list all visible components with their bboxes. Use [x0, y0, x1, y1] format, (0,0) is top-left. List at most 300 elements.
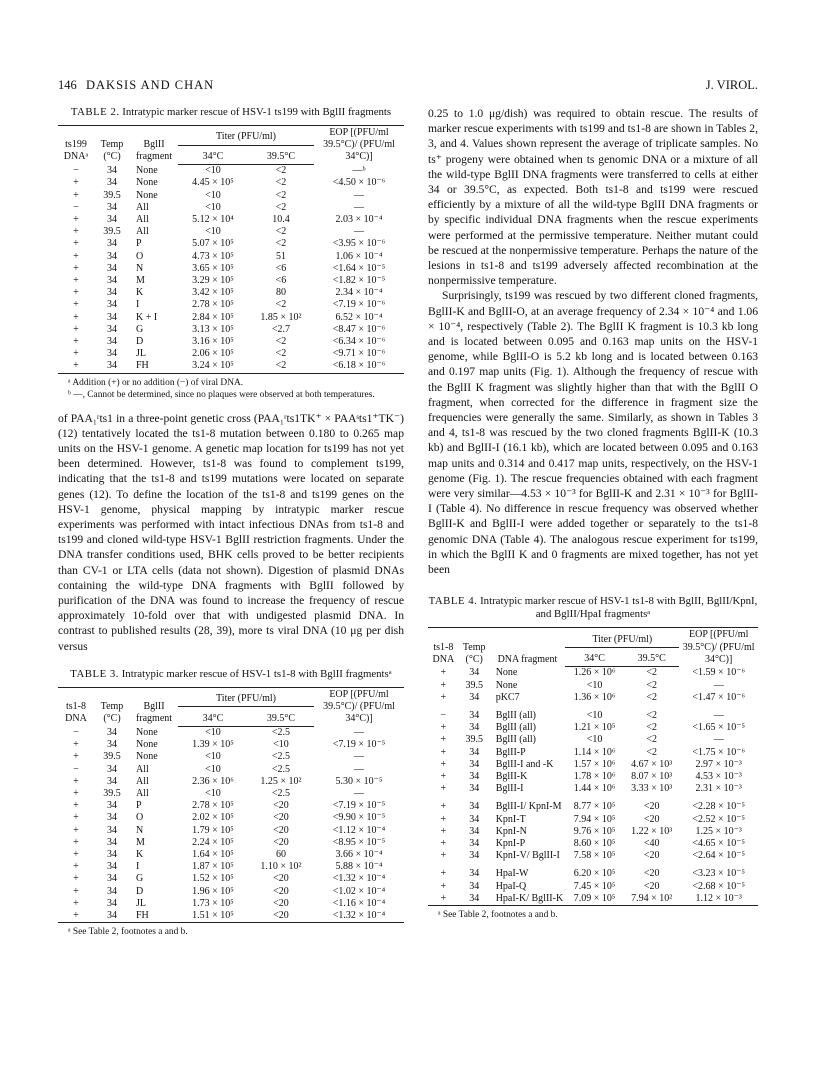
table-cell: 1.25 × 10⁻³ — [695, 825, 742, 837]
table-cell: <1.82 × 10⁻⁵ — [332, 274, 386, 286]
table-cell: <20 — [643, 868, 660, 880]
t2-col-dna: ts199 DNAᵃ — [63, 139, 89, 163]
table-row — [58, 336, 404, 348]
table-cell: 2.34 × 10⁻⁴ — [335, 287, 383, 299]
t3-col-dna: ts1-8 DNA — [65, 701, 87, 725]
t4-footnote-a: ᵃ See Table 2, footnotes a and b. — [438, 910, 558, 921]
table-cell: <1.32 × 10⁻⁴ — [332, 909, 386, 921]
table-cell: 80 — [276, 287, 286, 299]
table-cell: <20 — [273, 885, 289, 897]
table-row — [58, 177, 404, 189]
table-cell: 51 — [276, 250, 286, 262]
table-cell: 1.12 × 10⁻³ — [695, 892, 742, 904]
table-cell: HpaI-Q — [495, 880, 527, 892]
table-row — [428, 667, 758, 680]
table-cell: + — [73, 250, 79, 262]
table-cell: + — [440, 801, 447, 813]
t2-col-395: 39.5°C — [248, 145, 314, 165]
left-column — [58, 106, 404, 938]
table-cell: + — [73, 861, 79, 873]
table-cell: BglII-I/ KpnI-M — [495, 801, 562, 813]
table-cell: + — [440, 722, 447, 734]
table-cell: + — [440, 691, 447, 703]
table-row — [58, 764, 404, 776]
table-row — [58, 825, 404, 837]
table-cell: 34 — [107, 800, 117, 812]
table-cell: — — [354, 787, 364, 799]
table-cell: + — [73, 262, 79, 274]
table-cell: 1.14 × 10⁶ — [573, 746, 616, 758]
table-cell: All — [136, 213, 149, 225]
table-cell: 34 — [469, 691, 480, 703]
table-cell: 2.36 × 10⁶ — [192, 775, 234, 787]
table-row — [58, 898, 404, 910]
table-cell: I — [136, 299, 140, 311]
table-cell: 1.06 × 10⁻⁴ — [335, 250, 383, 262]
table-cell: <20 — [273, 824, 289, 836]
table-cell: All — [136, 763, 149, 775]
table-row — [58, 788, 404, 800]
table-cell: + — [440, 758, 447, 770]
table-row — [428, 692, 758, 704]
table-cell: <20 — [643, 813, 660, 825]
table-row — [428, 747, 758, 759]
table-cell: BglII (all) — [495, 710, 536, 722]
table-cell: 1.25 × 10² — [260, 775, 302, 787]
left-body-paragraph: of PAA₁ʳts1 in a three-point genetic cross (PAA₁ʳts1TK⁺ × PAAˢts1⁺TK⁻) (12) tentatively located the ts1-8 mutation between 0.180 to 0.265 map units on the HSV-1 genome. A genetic map location for ts199 has not yet been determined. However, ts1-8 was found to complement ts199, indicating that the ts1-8 and ts199 mutations were located on separate genes (12). To define the location of the ts1-8 and ts199 genes on the HSV-1 genome, physical mapping by intratypic marker rescue experiments was performed with intact infectious DNAs from ts1-8 and ts199 and cloned wild-type HSV-1 BglII restriction fragments. Under the DNA transfer conditions used, BHK cells proved to be better recipients than CV-1 or LTA cells (data not shown). Digestion of plasmid DNAs containing the wild-type DNA fragments with BglII followed by purification of the DNA was found to increase the frequency of rescue approximately 10-fold over that with undigested plasmid DNA. In contrast to published results (28, 39), more ts viral DNA (10 μg per dish versus — [58, 411, 404, 653]
table-cell: <10 — [205, 165, 221, 177]
table-cell: M — [136, 274, 145, 286]
table-cell: 5.88 × 10⁻⁴ — [335, 861, 383, 873]
table-cell: <7.19 × 10⁻⁵ — [332, 800, 386, 812]
table-cell: 2.06 × 10⁵ — [192, 348, 234, 360]
t4-col-eop: EOP [(PFU/ml 39.5°C)/ (PFU/ml 34°C)] — [682, 629, 755, 665]
table-row — [428, 868, 758, 880]
table-cell: + — [73, 287, 79, 299]
table-cell: 5.30 × 10⁻⁵ — [335, 775, 383, 787]
table-row — [58, 360, 404, 373]
table-cell: + — [73, 177, 79, 189]
table-cell: <6.34 × 10⁻⁶ — [332, 335, 386, 347]
table-cell: BglII-I — [495, 783, 524, 795]
table-cell: + — [73, 836, 79, 848]
table-cell: — — [354, 201, 364, 213]
table-cell: 1.39 × 10⁵ — [192, 739, 234, 751]
table-cell: 34 — [107, 311, 117, 323]
journal-name: J. VIROL. — [705, 78, 758, 92]
table-cell: <7.19 × 10⁻⁶ — [332, 299, 386, 311]
table-cell: + — [440, 880, 447, 892]
table2 — [58, 125, 404, 374]
table-cell: <2.28 × 10⁻⁵ — [692, 801, 745, 813]
table-cell: − — [73, 201, 79, 213]
table-cell: 1.22 × 10³ — [631, 825, 673, 837]
table-cell: 1.96 × 10⁵ — [192, 885, 234, 897]
table-cell: <1.16 × 10⁻⁴ — [332, 897, 386, 909]
table-cell: 34 — [469, 746, 480, 758]
table-cell: <3.23 × 10⁻⁵ — [692, 868, 745, 880]
table-cell: All — [136, 201, 149, 213]
table-cell: BglII-I and -K — [495, 758, 554, 770]
table-cell: 9.76 × 10⁵ — [573, 825, 616, 837]
t4-col-34: 34°C — [565, 647, 624, 667]
table-cell: 34 — [107, 201, 117, 213]
table-cell: + — [73, 739, 79, 751]
table-cell: 34 — [107, 238, 117, 250]
table-row — [58, 165, 404, 178]
table-cell: 3.66 × 10⁻⁴ — [335, 848, 383, 860]
table-cell: + — [73, 897, 79, 909]
table-cell: 34 — [107, 885, 117, 897]
table-cell: 5.07 × 10⁵ — [192, 238, 234, 250]
table-cell: 1.52 × 10⁵ — [192, 873, 234, 885]
table-row — [428, 826, 758, 838]
table-cell: + — [73, 323, 79, 335]
table-cell: <20 — [643, 850, 660, 862]
table-cell: <6.18 × 10⁻⁶ — [332, 360, 386, 372]
table-cell: 5.12 × 10⁴ — [192, 213, 234, 225]
t2-col-34: 34°C — [178, 145, 248, 165]
t4-col-titer: Titer (PFU/ml) — [565, 628, 679, 648]
table-cell: 34 — [107, 824, 117, 836]
table-cell: None — [136, 189, 158, 201]
table-cell: BglII (all) — [495, 734, 536, 746]
table-cell: pKC7 — [495, 691, 520, 703]
table-cell: KpnI-T — [495, 813, 526, 825]
table-cell: <2 — [646, 679, 657, 691]
table-cell: + — [73, 909, 79, 921]
table-cell: KpnI-V/ BglII-I — [495, 850, 560, 862]
table-row — [58, 800, 404, 812]
table-row — [58, 190, 404, 202]
table-cell: 39.5 — [103, 226, 121, 238]
table-cell: <20 — [273, 873, 289, 885]
t4-col-temp: Temp (°C) — [462, 641, 486, 665]
table-cell: + — [73, 274, 79, 286]
table-cell: 34 — [107, 861, 117, 873]
table-cell: 3.24 × 10⁵ — [192, 360, 234, 372]
table-cell: 7.58 × 10⁵ — [573, 850, 616, 862]
table-cell: 34 — [107, 763, 117, 775]
table-cell: 34 — [469, 892, 480, 904]
table-cell: All — [136, 787, 149, 799]
table-cell: JL — [136, 348, 146, 360]
table-cell: + — [73, 335, 79, 347]
table-cell: None — [136, 726, 158, 738]
table-cell: 1.51 × 10⁵ — [192, 909, 234, 921]
table-row — [58, 299, 404, 311]
table-cell: BglII-K — [495, 771, 528, 783]
page-number: 146 — [58, 78, 77, 92]
table-cell: None — [495, 679, 518, 691]
table-cell: 34 — [469, 868, 480, 880]
table-cell: JL — [136, 897, 146, 909]
table-cell: − — [73, 164, 79, 176]
table-cell: 3.65 × 10⁵ — [192, 262, 234, 274]
table-cell: + — [73, 311, 79, 323]
table-row — [428, 801, 758, 813]
table-cell: 2.31 × 10⁻³ — [695, 783, 742, 795]
table-cell: 7.94 × 10² — [631, 892, 673, 904]
table-cell: 3.42 × 10⁵ — [192, 287, 234, 299]
table-cell: <8.47 × 10⁻⁶ — [332, 323, 386, 335]
table-cell: 34 — [469, 783, 480, 795]
t4-col-dna: ts1-8 DNA — [432, 641, 455, 665]
table-cell: 8.60 × 10⁵ — [573, 838, 616, 850]
table-cell: <2 — [275, 299, 287, 311]
table-cell: N — [136, 262, 144, 274]
table-row — [58, 886, 404, 898]
table-cell: <2.5 — [271, 751, 291, 763]
table-cell: 8.07 × 10³ — [631, 771, 673, 783]
table-row — [58, 910, 404, 923]
table-row — [58, 726, 404, 739]
table-cell: <40 — [643, 838, 660, 850]
table-cell: 4.67 × 10³ — [631, 758, 673, 770]
table-cell: 7.94 × 10⁵ — [573, 813, 616, 825]
table-cell: 2.78 × 10⁵ — [192, 299, 234, 311]
table-row — [428, 881, 758, 893]
table-cell: <10 — [205, 201, 221, 213]
table-cell: — — [354, 226, 364, 238]
table-cell: 34 — [107, 274, 117, 286]
table-cell: BglII-P — [495, 746, 526, 758]
table-cell: <1.64 × 10⁻⁵ — [332, 262, 386, 274]
table-cell: <6 — [275, 262, 287, 274]
table-cell: <10 — [586, 710, 603, 722]
table-cell: <20 — [643, 801, 660, 813]
table-cell: 34 — [469, 667, 480, 679]
table-row — [58, 812, 404, 824]
table-row — [58, 849, 404, 861]
table-cell: KpnI-P — [495, 838, 526, 850]
table-row — [58, 287, 404, 299]
table-cell: <7.19 × 10⁻⁵ — [332, 739, 386, 751]
table-cell: 34 — [107, 897, 117, 909]
table-row — [58, 861, 404, 873]
table-cell: — — [713, 734, 724, 746]
table-row — [58, 202, 404, 214]
t3-col-34: 34°C — [178, 707, 248, 727]
table-cell: P — [136, 800, 142, 812]
table-cell: None — [136, 751, 158, 763]
table-cell: 34 — [107, 836, 117, 848]
table-cell: O — [136, 812, 144, 824]
table-cell: All — [136, 775, 149, 787]
table-cell: + — [440, 892, 447, 904]
table-cell: <6 — [275, 274, 287, 286]
table-cell: I — [136, 861, 140, 873]
table-cell: 2.97 × 10⁻³ — [695, 758, 742, 770]
table-row — [428, 838, 758, 850]
table-row — [58, 214, 404, 226]
table-cell: + — [440, 783, 447, 795]
table-row — [428, 814, 758, 826]
table-cell: 39.5 — [103, 751, 121, 763]
table-cell: D — [136, 335, 144, 347]
table-cell: 3.29 × 10⁵ — [192, 274, 234, 286]
table-cell: <2.64 × 10⁻⁵ — [692, 850, 745, 862]
table-cell: + — [73, 238, 79, 250]
table-cell: None — [136, 164, 158, 176]
table-cell: <2 — [646, 710, 657, 722]
table-row — [428, 722, 758, 734]
table-cell: <20 — [273, 909, 289, 921]
t3-col-frag: BglII fragment — [135, 701, 173, 725]
table-cell: <2 — [275, 360, 287, 372]
table-cell: + — [73, 299, 79, 311]
table-cell: 34 — [107, 164, 117, 176]
table-cell: — — [354, 189, 364, 201]
table-cell: D — [136, 885, 144, 897]
table-cell: None — [495, 667, 518, 679]
table-cell: <1.12 × 10⁻⁴ — [332, 824, 386, 836]
table-cell: 1.44 × 10⁶ — [573, 783, 616, 795]
table-cell: + — [440, 679, 447, 691]
table-row — [58, 251, 404, 263]
table-cell: <20 — [273, 897, 289, 909]
table-row — [428, 771, 758, 783]
right-column — [428, 106, 758, 921]
table-cell: 2.24 × 10⁵ — [192, 836, 234, 848]
table-cell: + — [440, 825, 447, 837]
table-cell: FH — [136, 909, 149, 921]
table-cell: <2.5 — [271, 763, 291, 775]
table-cell: <2 — [646, 734, 657, 746]
table-cell: 34 — [469, 838, 480, 850]
table-cell: + — [73, 812, 79, 824]
table-cell: 1.85 × 10² — [260, 311, 302, 323]
table-cell: — — [354, 763, 364, 775]
table-cell: + — [73, 213, 79, 225]
table-cell: <2 — [275, 226, 287, 238]
table-row — [58, 739, 404, 751]
table-row — [58, 226, 404, 238]
table-cell: 2.84 × 10⁵ — [192, 311, 234, 323]
table-cell: 39.5 — [465, 679, 483, 691]
table-cell: 3.13 × 10⁵ — [192, 323, 234, 335]
table-cell: <2 — [275, 348, 287, 360]
table-cell: 34 — [107, 873, 117, 885]
table-cell: + — [440, 850, 447, 862]
table-cell: 60 — [276, 848, 286, 860]
table-cell: 1.78 × 10⁶ — [573, 771, 616, 783]
table-cell: <10 — [205, 763, 221, 775]
table-cell: 1.57 × 10⁶ — [573, 758, 616, 770]
table-cell: 34 — [107, 360, 117, 372]
table-cell: <2 — [646, 667, 657, 679]
table-cell: HpaI-W — [495, 868, 529, 880]
table-cell: <20 — [273, 836, 289, 848]
table-row — [58, 873, 404, 885]
table-cell: 39.5 — [103, 189, 121, 201]
table-cell: <2 — [275, 189, 287, 201]
table-cell: <10 — [205, 751, 221, 763]
table-cell: <10 — [205, 189, 221, 201]
table-cell: K — [136, 848, 144, 860]
table2-footnotes — [58, 377, 404, 401]
table-cell: 1.26 × 10⁶ — [573, 667, 616, 679]
t2-col-titer: Titer (PFU/ml) — [178, 126, 314, 146]
table-cell: + — [73, 848, 79, 860]
table-cell: 34 — [469, 722, 480, 734]
table-cell: 34 — [469, 825, 480, 837]
table-cell: + — [73, 189, 79, 201]
table-cell: <10 — [273, 739, 289, 751]
table-row — [58, 751, 404, 763]
table-cell: <3.95 × 10⁻⁶ — [332, 238, 386, 250]
table-cell: 34 — [107, 323, 117, 335]
table-cell: 34 — [107, 348, 117, 360]
table-cell: + — [440, 771, 447, 783]
table-row — [428, 680, 758, 692]
table-cell: 34 — [469, 710, 480, 722]
table-cell: <2 — [275, 165, 287, 177]
table-cell: 34 — [469, 850, 480, 862]
table-cell: G — [136, 323, 144, 335]
t4-col-395: 39.5°C — [624, 647, 679, 667]
table-cell: 34 — [469, 771, 480, 783]
table-cell: <1.59 × 10⁻⁶ — [692, 667, 745, 679]
table-cell: 34 — [107, 213, 117, 225]
table4-caption: TABLE 4. Intratypic marker rescue of HSV-1 ts1-8 with BglII, BglII/KpnI, and BglII/HpaI fragmentsᵃ — [428, 595, 758, 621]
table-cell: <2.52 × 10⁻⁵ — [692, 813, 745, 825]
table-cell: <9.71 × 10⁻⁶ — [332, 348, 386, 360]
table-cell: 2.03 × 10⁻⁴ — [335, 213, 383, 225]
table-cell: <2.5 — [271, 726, 291, 738]
table-cell: 34 — [107, 262, 117, 274]
table-cell: 34 — [107, 335, 117, 347]
table-cell: —ᵇ — [352, 164, 366, 176]
table-row — [428, 759, 758, 771]
table3-caption: TABLE 3. Intratypic marker rescue of HSV-1 ts1-8 with BglII fragmentsᵃ — [70, 667, 392, 680]
table-cell: M — [136, 836, 145, 848]
table-cell: 34 — [107, 726, 117, 738]
table-cell: + — [440, 734, 447, 746]
table-cell: <20 — [273, 812, 289, 824]
table-cell: <1.75 × 10⁻⁶ — [692, 746, 745, 758]
table-row — [58, 312, 404, 324]
table-cell: + — [440, 868, 447, 880]
table-cell: <2 — [275, 201, 287, 213]
table-cell: + — [73, 226, 79, 238]
table-cell: KpnI-N — [495, 825, 527, 837]
table-cell: O — [136, 250, 144, 262]
table-cell: <2 — [646, 746, 657, 758]
table-cell: + — [73, 348, 79, 360]
table-cell: <1.65 × 10⁻⁵ — [692, 722, 745, 734]
table-cell: + — [440, 667, 447, 679]
table-row — [428, 783, 758, 795]
table-cell: + — [73, 751, 79, 763]
table-cell: None — [136, 739, 158, 751]
table-cell: + — [440, 838, 447, 850]
table-cell: 34 — [107, 848, 117, 860]
table-cell: 1.21 × 10⁵ — [573, 722, 616, 734]
running-authors: DAKSIS AND CHAN — [86, 78, 215, 92]
table-cell: 3.33 × 10³ — [631, 783, 673, 795]
t2-footnote-b: ᵇ —, Cannot be determined, since no plaques were observed at both temperatures. — [68, 389, 375, 400]
table-cell: 6.52 × 10⁻⁴ — [335, 311, 383, 323]
table3 — [58, 687, 404, 923]
table-cell: 34 — [107, 812, 117, 824]
table-cell: — — [713, 679, 724, 691]
table-cell: K — [136, 287, 144, 299]
table-cell: 34 — [107, 739, 117, 751]
table-cell: 4.53 × 10⁻³ — [695, 771, 742, 783]
table-cell: 1.10 × 10² — [260, 861, 302, 873]
table-cell: <20 — [273, 800, 289, 812]
